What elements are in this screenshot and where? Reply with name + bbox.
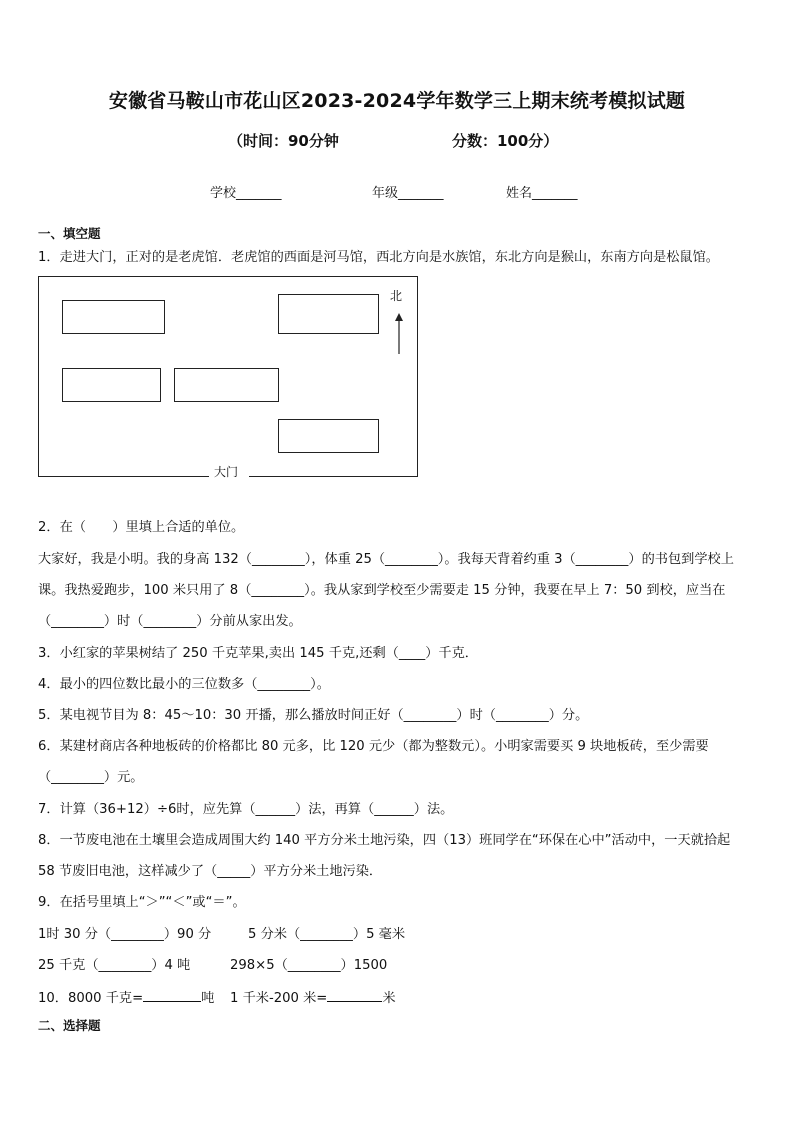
north-label: 北 — [390, 289, 403, 303]
question-8-line-1: 8．一节废电池在土壤里会造成周围大约 140 平方分米土地污染，四（13）班同学在“环保在心中”活动中，一天就拾起 — [38, 833, 731, 848]
question-8-line-2: 58 节废旧电池，这样减少了（_____）平方分米土地污染． — [38, 864, 383, 879]
question-9-a: 1时 30 分（________）90 分 — [38, 927, 212, 942]
exam-time: （时间：90分钟 — [228, 132, 339, 150]
question-3: 3．小红家的苹果树结了 250 千克苹果,卖出 145 千克,还剩（____）千克． — [38, 646, 478, 661]
answer-blank[interactable] — [327, 987, 382, 1002]
question-9-d: 298×5（________）1500 — [230, 958, 388, 973]
page-title: 安徽省马鞍山市花山区2023-2024学年数学三上期末统考模拟试题 — [108, 90, 686, 112]
question-4: 4．最小的四位数比最小的三位数多（________）。 — [38, 677, 330, 692]
map-box-center — [174, 368, 279, 402]
section-choice-title: 二、选择题 — [38, 1018, 101, 1033]
map-box-southeast — [278, 419, 379, 453]
question-10-b-text: 1 千米-200 米= — [230, 991, 328, 1006]
gate-label: 大门 — [214, 465, 239, 479]
question-2-line-2: 课。我热爱跑步，100 米只用了 8（________）。我从家到学校至少需要走 15 分钟，我要在早上 7：50 到校，应当在 — [38, 583, 726, 598]
question-2-line-3: （________）时（________）分前从家出发。 — [38, 614, 302, 629]
school-field: 学校_______ — [210, 186, 282, 201]
name-field: 姓名_______ — [506, 186, 578, 201]
section-fill-title: 一、填空题 — [38, 226, 101, 241]
question-10-b-unit: 米 — [382, 991, 396, 1006]
question-10-a — [38, 987, 214, 1009]
question-9-b: 5 分米（________）5 毫米 — [248, 927, 406, 942]
question-9: 9．在括号里填上“＞”“＜”或“＝”。 — [38, 895, 246, 910]
question-10-b — [230, 987, 396, 1009]
question-10-a-unit: 吨 — [201, 991, 215, 1006]
question-7: 7．计算（36+12）÷6时，应先算（______）法，再算（______）法。 — [38, 802, 454, 817]
zoo-map — [38, 276, 418, 477]
answer-blank[interactable] — [143, 987, 201, 1002]
question-6-line-2: （________）元。 — [38, 770, 144, 785]
question-6-line-1: 6．某建材商店各种地板砖的价格都比 80 元多，比 120 元少（都为整数元）。小明家需要买 9 块地板砖，至少需要 — [38, 739, 709, 754]
question-10-a-text: 10．8000 千克= — [38, 991, 144, 1006]
question-2: 2．在（ ）里填上合适的单位。 — [38, 520, 245, 535]
grade-field: 年级_______ — [372, 186, 444, 201]
map-box-northeast — [278, 294, 379, 334]
question-9-c: 25 千克（________）4 吨 — [38, 958, 191, 973]
question-5: 5．某电视节目为 8：45～10：30 开播，那么播放时间正好（________）时（________）分。 — [38, 708, 589, 723]
map-box-west — [62, 368, 161, 402]
question-1: 1．走进大门，正对的是老虎馆．老虎馆的西面是河马馆，西北方向是水族馆，东北方向是猴山，东南方向是松鼠馆。 — [38, 250, 719, 265]
exam-score: 分数：100分） — [452, 132, 559, 150]
north-arrow-icon — [394, 313, 404, 355]
map-box-northwest — [62, 300, 165, 334]
question-2-line-1: 大家好，我是小明。我的身高 132（________），体重 25（________）。我每天背着约重 3（________）的书包到学校上 — [38, 552, 734, 567]
